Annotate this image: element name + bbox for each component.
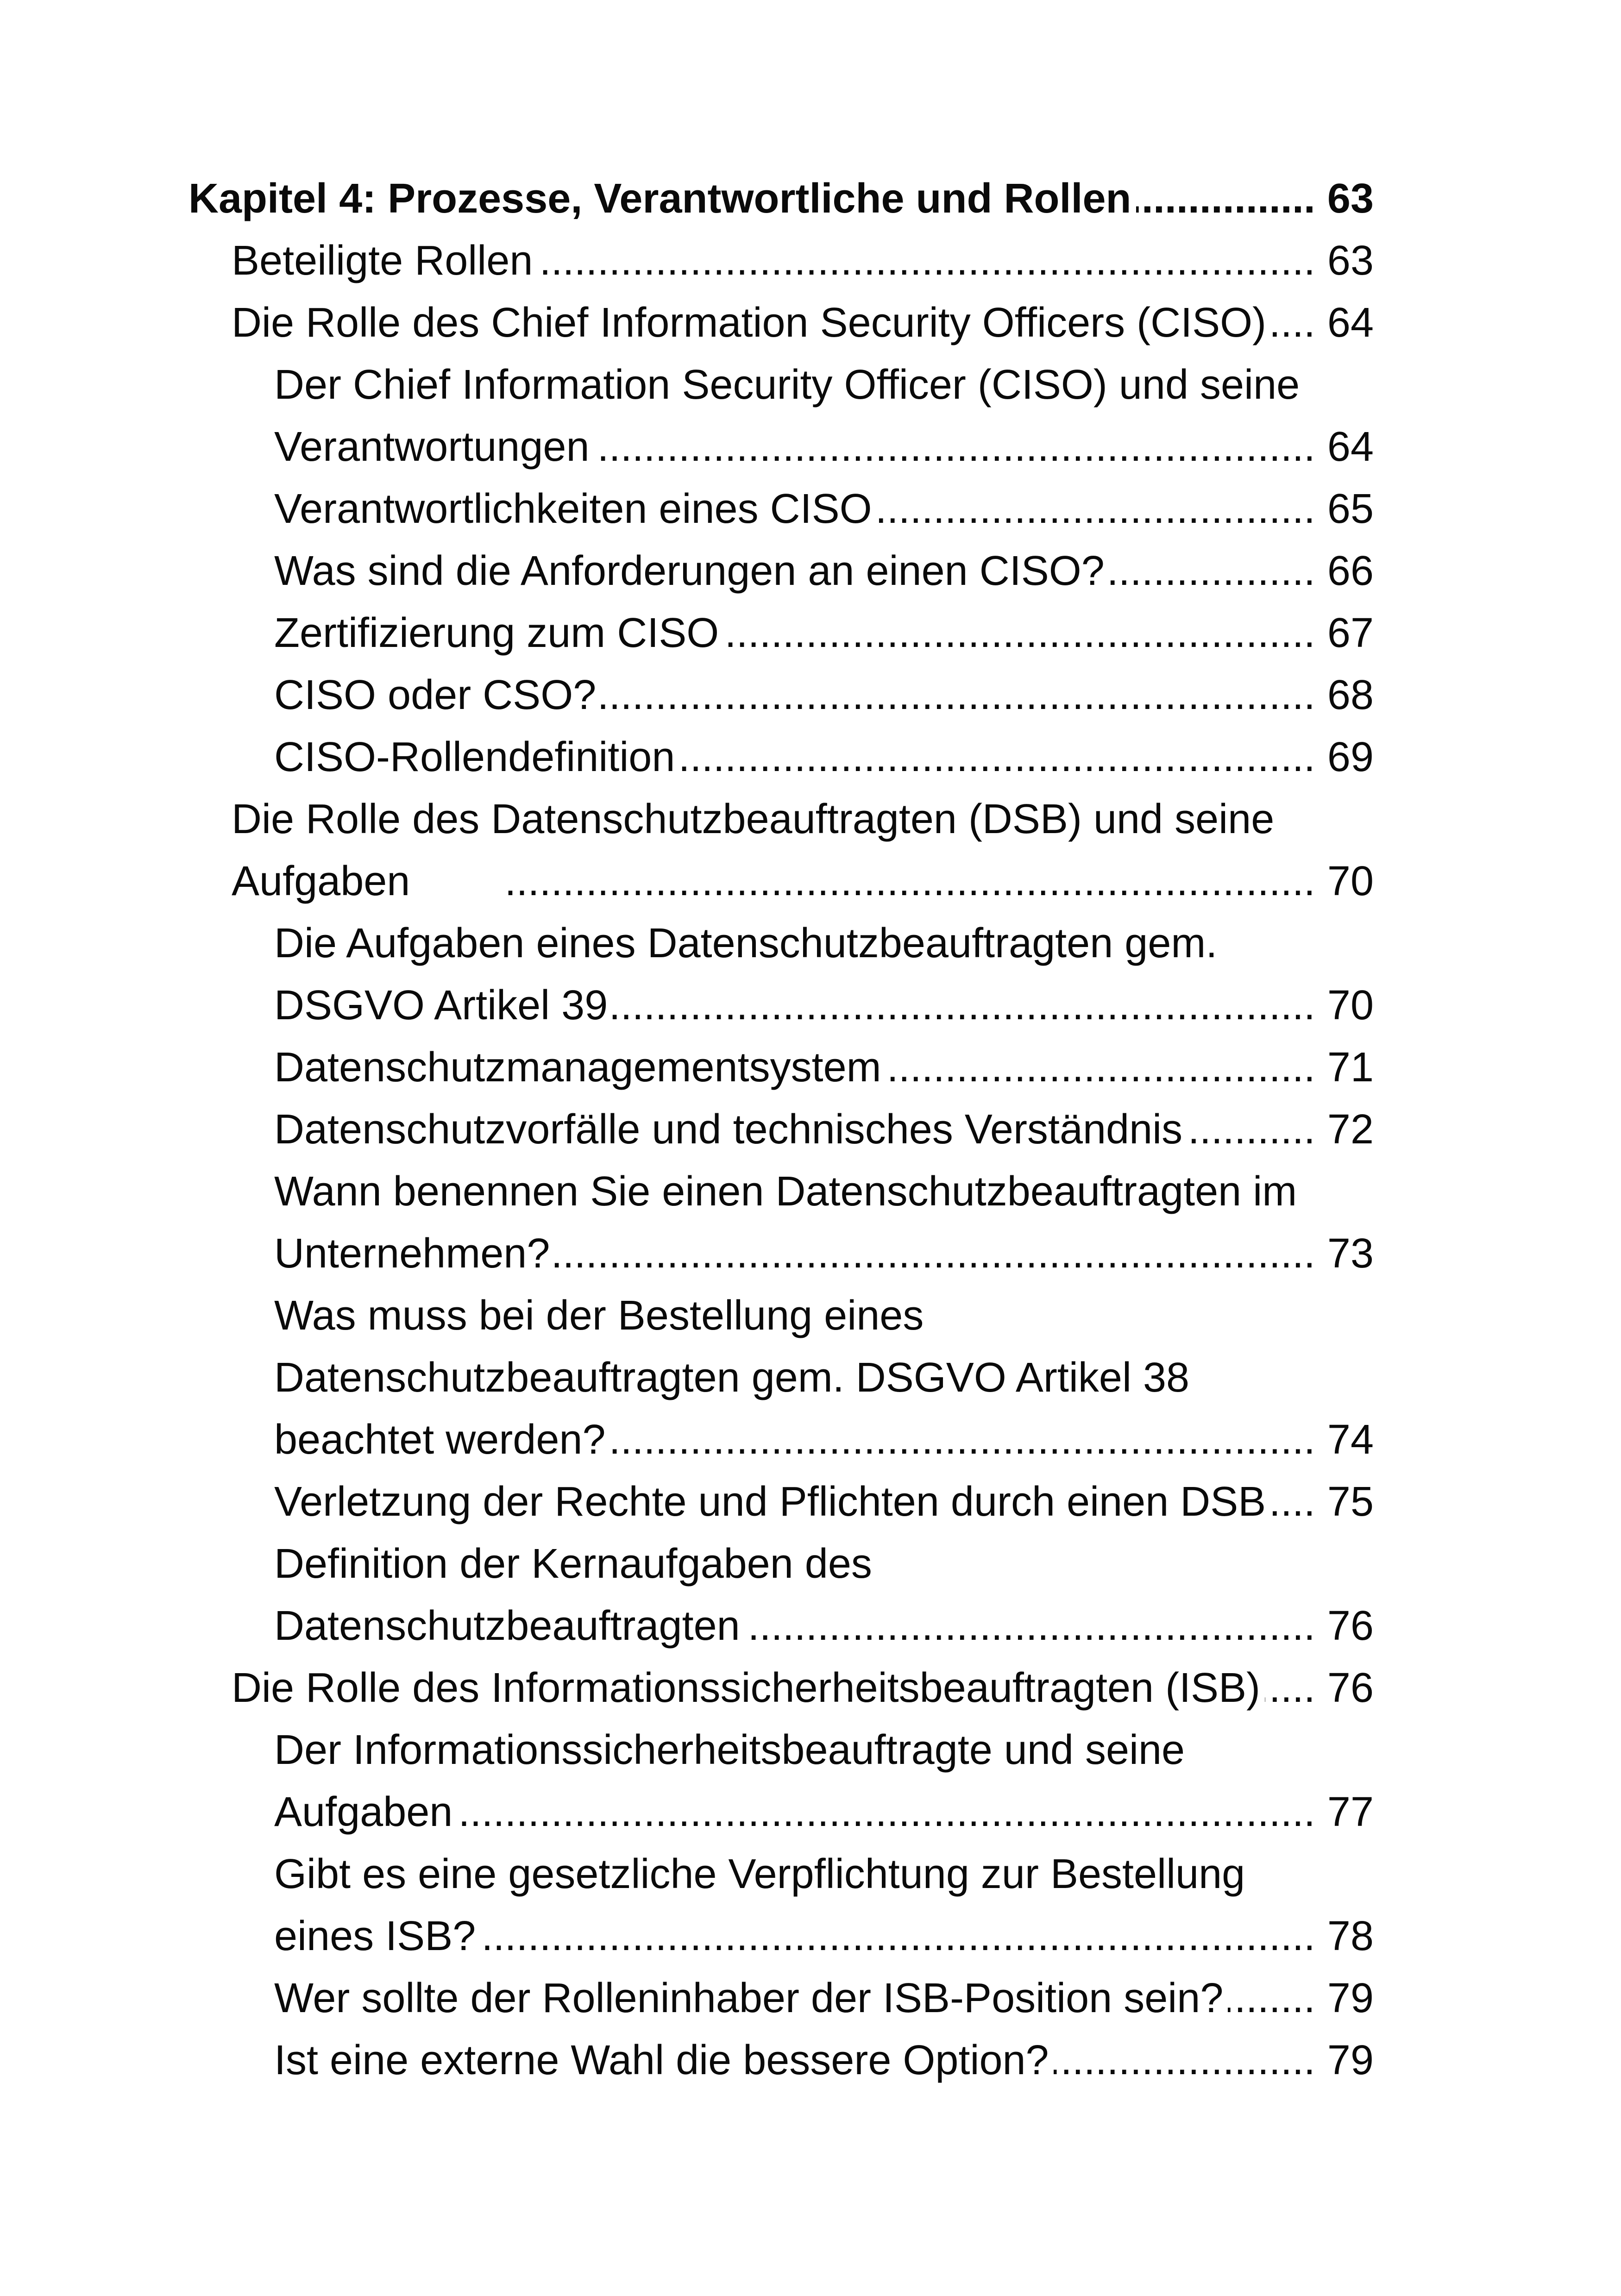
toc-section-entry — [0, 230, 1374, 292]
toc-section-entry — [0, 292, 1374, 354]
toc-entry-title: beachtet werden? — [274, 1417, 606, 1463]
toc-entry-title: Beteiligte Rollen — [232, 238, 533, 284]
toc-section-entry — [0, 788, 1374, 912]
dot-leader — [610, 1409, 1315, 1471]
toc-subsection-entry — [0, 1471, 1374, 1533]
toc-entry-title: Was sind die Anforderungen an einen CISO? — [274, 548, 1105, 594]
toc-entry-title: Wer sollte der Rolleninhaber der ISB-Position sein? — [274, 1975, 1224, 2021]
toc-entry-last-line — [232, 292, 1374, 354]
toc-page-number: 65 — [1327, 486, 1374, 532]
toc-subsection-entry — [0, 1719, 1374, 1843]
toc-page-number: 68 — [1327, 672, 1374, 718]
toc-page-number: 73 — [1327, 1230, 1374, 1277]
toc-entry-last-line — [232, 1657, 1374, 1719]
toc-entry-last-line — [274, 1905, 1374, 1967]
toc-subsection-entry — [0, 354, 1374, 478]
dot-leader — [601, 664, 1315, 726]
dot-leader — [1109, 540, 1315, 602]
toc-page-number: 64 — [1327, 300, 1374, 346]
toc-page-number: 67 — [1327, 610, 1374, 656]
toc-entry-last-line — [274, 2029, 1374, 2091]
toc-page-number: 66 — [1327, 548, 1374, 594]
toc-entry-last-line — [274, 974, 1374, 1036]
toc-subsection-entry — [0, 1843, 1374, 1967]
toc-chapter-entry — [0, 168, 1374, 230]
toc-entry-last-line — [274, 1223, 1374, 1285]
toc-entry-title-line: Definition der Kernaufgaben des — [274, 1541, 872, 1587]
toc-entry-title: eines ISB? — [274, 1913, 476, 1959]
toc-entry-title-line: Gibt es eine gesetzliche Verpflichtung zur Bestellung — [274, 1851, 1245, 1897]
toc-entry-last-line — [274, 1471, 1374, 1533]
toc-page-number: 70 — [1327, 858, 1374, 904]
dot-leader — [480, 1905, 1315, 1967]
toc-entry-title: Verantwortungen — [274, 424, 590, 470]
toc-page-number: 70 — [1327, 982, 1374, 1029]
dot-leader — [537, 230, 1315, 292]
toc-entry-title-line: Wann benennen Sie einen Datenschutzbeauftragten im — [274, 1168, 1297, 1215]
toc-entry-last-line — [274, 1098, 1374, 1161]
toc-chapter-line — [188, 168, 1374, 230]
toc-page-number: 74 — [1327, 1417, 1374, 1463]
dot-leader — [877, 478, 1315, 540]
toc-page-number: 71 — [1327, 1044, 1374, 1091]
toc-entry-last-line — [274, 1036, 1374, 1098]
toc-subsection-entry — [0, 478, 1374, 540]
table-of-contents — [0, 168, 1374, 2091]
dot-leader — [457, 1781, 1315, 1843]
dot-leader — [886, 1036, 1315, 1098]
toc-subsection-entry — [0, 1036, 1374, 1098]
toc-subsection-entry — [0, 1533, 1374, 1657]
toc-page-number: 75 — [1327, 1479, 1374, 1525]
dot-leader — [1228, 1967, 1315, 2029]
dot-leader — [1054, 2029, 1315, 2091]
toc-page-number: 64 — [1327, 424, 1374, 470]
toc-entry-title: Ist eine externe Wahl die bessere Option? — [274, 2037, 1049, 2083]
toc-entry-title-line: Der Chief Information Security Officer (CISO) und seine — [274, 362, 1300, 408]
toc-subsection-entry — [0, 664, 1374, 726]
toc-page-number: 78 — [1327, 1913, 1374, 1959]
toc-entry-last-line — [232, 230, 1374, 292]
toc-entry-last-line — [274, 478, 1374, 540]
toc-entry-title-line: Die Aufgaben eines Datenschutzbeauftragten gem. — [274, 920, 1218, 966]
toc-subsection-entry — [0, 2029, 1374, 2091]
toc-subsection-entry — [0, 540, 1374, 602]
toc-entry-title: Verletzung der Rechte und Pflichten durch einen DSB — [274, 1479, 1266, 1525]
toc-entry-title: Aufgaben — [274, 1789, 453, 1835]
toc-entry-title-line: Datenschutzbeauftragten gem. DSGVO Artikel 38 — [274, 1355, 1190, 1401]
toc-subsection-entry — [0, 726, 1374, 788]
toc-subsection-entry — [0, 602, 1374, 664]
toc-entry-title: Zertifizierung zum CISO — [274, 610, 719, 656]
dot-leader — [723, 602, 1315, 664]
toc-entry-last-line — [274, 1781, 1374, 1843]
dot-leader — [679, 726, 1315, 788]
toc-entry-last-line — [274, 1409, 1374, 1471]
toc-section-entry — [0, 1657, 1374, 1719]
toc-page-number: 79 — [1327, 2037, 1374, 2083]
toc-entry-title: Die Rolle des Informationssicherheitsbeauftragten (ISB) — [232, 1665, 1261, 1711]
toc-page-number: 63 — [1327, 176, 1374, 222]
toc-entry-title-line: Die Rolle des Datenschutzbeauftragten (DSB) und seine — [232, 796, 1275, 842]
toc-entry-title: Die Rolle des Chief Information Security Officers (CISO) — [232, 300, 1267, 346]
dot-leader — [1136, 168, 1315, 230]
toc-page-number: 76 — [1327, 1665, 1374, 1711]
toc-chapter-title: Kapitel 4: Prozesse, Verantwortliche und Rollen — [188, 176, 1131, 222]
dot-leader — [1187, 1098, 1315, 1161]
dot-leader — [554, 1223, 1315, 1285]
dot-leader — [1270, 1471, 1315, 1533]
toc-subsection-entry — [0, 1967, 1374, 2029]
toc-entry-last-line — [274, 416, 1374, 478]
toc-entry-title: Aufgaben — [232, 858, 410, 904]
toc-entry-title: Verantwortlichkeiten eines CISO — [274, 486, 872, 532]
toc-entry-last-line — [274, 1595, 1374, 1657]
toc-entry-title: Datenschutzmanagementsystem — [274, 1044, 881, 1091]
toc-page-number: 79 — [1327, 1975, 1374, 2021]
toc-subsection-entry — [0, 912, 1374, 1036]
toc-page-number: 72 — [1327, 1106, 1374, 1153]
dot-leader — [612, 974, 1315, 1036]
toc-entry-title-line: Der Informationssicherheitsbeauftragte und seine — [274, 1727, 1185, 1773]
toc-entry-title: CISO-Rollendefinition — [274, 734, 675, 780]
toc-subsection-entry — [0, 1161, 1374, 1285]
dot-leader — [1265, 1657, 1315, 1719]
toc-entry-title: DSGVO Artikel 39 — [274, 982, 608, 1029]
toc-page-number: 63 — [1327, 238, 1374, 284]
toc-entry-last-line — [274, 1967, 1374, 2029]
toc-entry-last-line — [232, 850, 1374, 912]
toc-entry-title: Unternehmen? — [274, 1230, 550, 1277]
dot-leader — [508, 850, 1315, 912]
dot-leader — [1271, 292, 1315, 354]
toc-entry-last-line — [274, 540, 1374, 602]
toc-entry-last-line — [274, 664, 1374, 726]
toc-page-number: 77 — [1327, 1789, 1374, 1835]
toc-entry-last-line — [274, 602, 1374, 664]
toc-entry-title: Datenschutzvorfälle und technisches Verständnis — [274, 1106, 1183, 1153]
dot-leader — [594, 416, 1315, 478]
dot-leader — [745, 1595, 1315, 1657]
toc-entry-last-line — [274, 726, 1374, 788]
toc-entry-title: CISO oder CSO? — [274, 672, 597, 718]
toc-subsection-entry — [0, 1098, 1374, 1161]
toc-entry-title: Datenschutzbeauftragten — [274, 1603, 740, 1649]
toc-entry-title-line: Was muss bei der Bestellung eines — [274, 1292, 924, 1339]
toc-page-number: 76 — [1327, 1603, 1374, 1649]
toc-page-number: 69 — [1327, 734, 1374, 780]
toc-subsection-entry — [0, 1285, 1374, 1471]
